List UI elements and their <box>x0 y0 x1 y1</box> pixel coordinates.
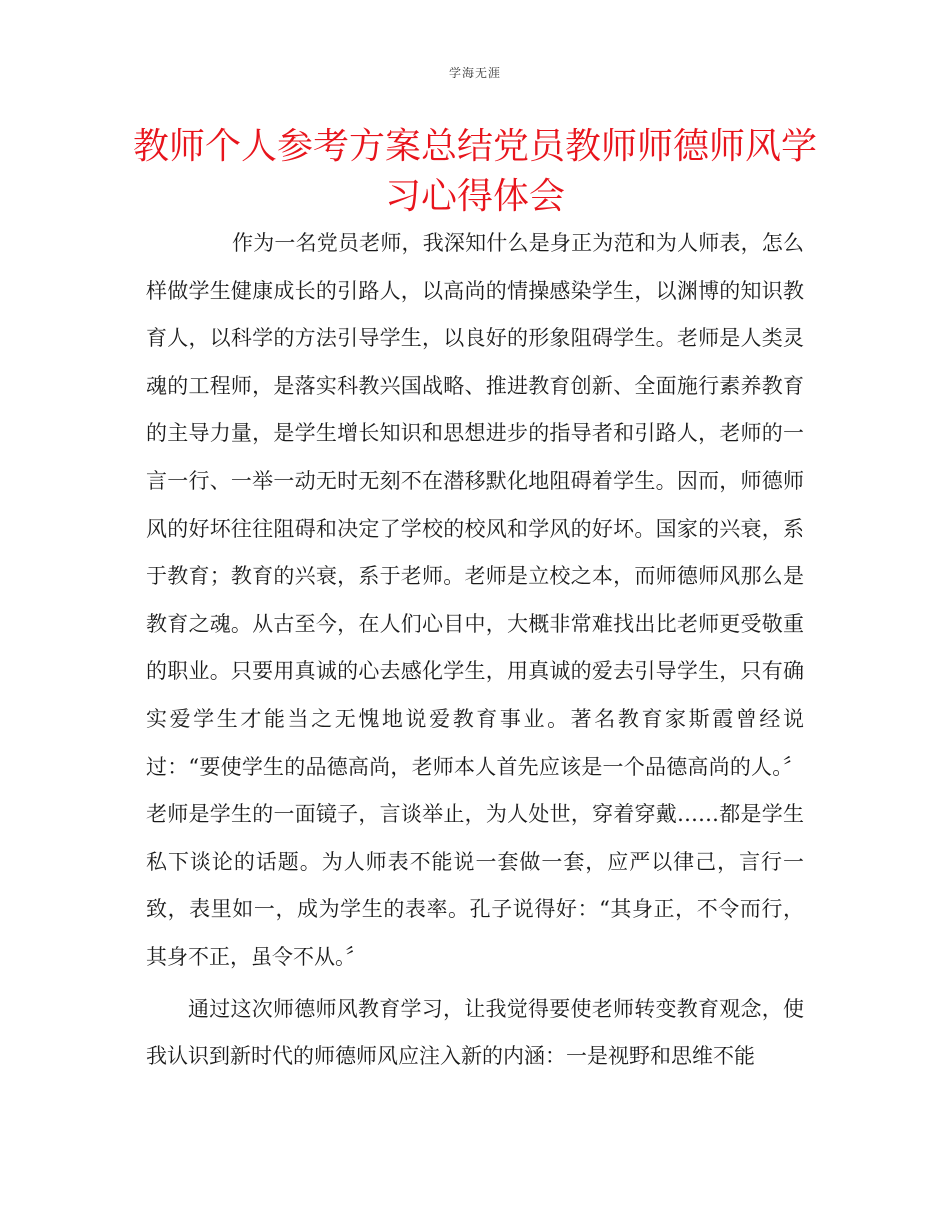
body-paragraph-1: 作为一名党员老师，我深知什么是身正为范和为人师表，怎么样做学生健康成长的引路人，以高尚的情操感染学生，以渊博的知识教育人，以科学的方法引导学生，以良好的形象阻碍学生。老师是人类灵魂的工程师，是落实科教兴国战略、推进教育创新、全面施行素养教育的主导力量，是学生增长知识和思想进步的指导者和引路人，老师的一言一行、一举一动无时无刻不在潜移默化地阻碍着学生。因而，师德师风的好坏往往阻碍和决定了学校的校风和学风的好坏。国家的兴衰，系于教育；教育的兴衰，系于老师。老师是立校之本，而师德师风那么是教育之魂。从古至今，在人们心目中，大概非常难找出比老师更受敬重的职业。只要用真诚的心去感化学生，用真诚的爱去引导学生，只有确实爱学生才能当之无愧地说爱教育事业。著名教育家斯霞曾经说过：“要使学生的品德高尚，老师本人首先应该是一个品德高尚的人。〞老师是学生的一面镜子，言谈举止，为人处世，穿着穿戴……都是学生私下谈论的话题。为人师表不能说一套做一套，应严以律己，言行一致，表里如一，成为学生的表率。孔子说得好：“其身正，不令而行，其身不正，虽令不从。〞 <box>146 231 804 969</box>
document-title: 教师个人参考方案总结党员教师师德师风学习心得体会 <box>132 126 817 217</box>
document-body <box>146 220 804 1081</box>
body-paragraph-2: 通过这次师德师风教育学习，让我觉得要使老师转变教育观念，使我认识到新时代的师德师风应注入新的内涵：一是视野和思维不能 <box>146 996 804 1069</box>
page-header: 学海无涯 <box>448 66 501 80</box>
